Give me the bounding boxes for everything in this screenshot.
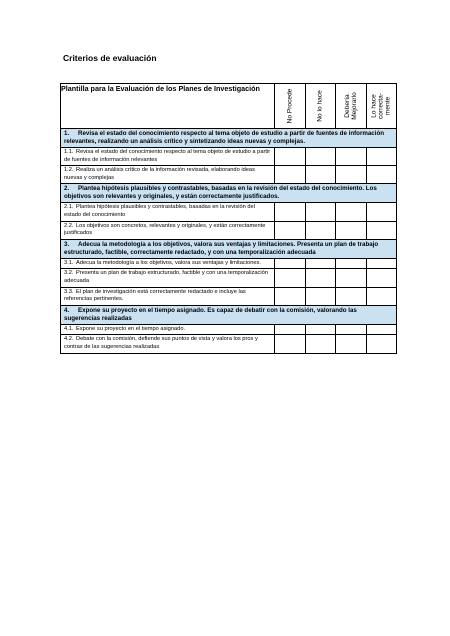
- criterion-text: Adecua la metodología a los objetivos, valora sus ventajas y limitaciones.: [76, 259, 261, 266]
- rating-cell[interactable]: [275, 269, 306, 287]
- criterion-cell: [61, 324, 275, 335]
- rating-cell[interactable]: [275, 335, 306, 353]
- section-row: [61, 239, 397, 258]
- table-row: [61, 335, 397, 353]
- section-cell: [61, 184, 397, 203]
- column-header-label: No Procede: [286, 88, 294, 124]
- criterion-text: Los objetivos son concretos, relevantes y originales, y están correctamente justificados: [64, 222, 266, 237]
- table-row: [61, 258, 397, 269]
- criterion-cell: [61, 221, 275, 239]
- rating-cell[interactable]: [336, 269, 367, 287]
- evaluation-table: [60, 83, 397, 354]
- column-header-no-lo-hace: [305, 84, 336, 129]
- criterion-text: Plantea hipótesis plausibles y contrastables, basadas en la revisión del estado del conocimiento: [64, 204, 255, 218]
- section-cell: [61, 239, 397, 258]
- table-row: [61, 287, 397, 305]
- section-number: 2.: [64, 185, 70, 193]
- criterion-cell: [61, 269, 275, 287]
- section-number: 4.: [64, 306, 70, 314]
- column-header-lo-hace-correctamente: [366, 84, 397, 129]
- criterion-text: Expone su proyecto en el tiempo asignado.: [76, 325, 186, 332]
- table-row: [61, 324, 397, 335]
- rating-cell[interactable]: [275, 287, 306, 305]
- rating-cell[interactable]: [275, 324, 306, 335]
- rating-cell[interactable]: [275, 203, 306, 221]
- section-number: 1.: [64, 130, 70, 137]
- section-text: Adecua la metodología a los objetivos, valora sus ventajas y limitaciones. Presenta un plan de trabajo estructurado, factible, correctamente redactado, y con una temporalización adecuada: [64, 240, 379, 256]
- rating-cell[interactable]: [305, 166, 336, 184]
- criterion-number: 4.2.: [64, 336, 74, 343]
- rating-cell[interactable]: [305, 221, 336, 239]
- rating-cell[interactable]: [366, 203, 397, 221]
- rating-cell[interactable]: [336, 287, 367, 305]
- criterion-number: 4.1.: [64, 325, 74, 332]
- criterion-number: 3.1.: [64, 259, 74, 266]
- rating-cell[interactable]: [305, 203, 336, 221]
- table-row: [61, 269, 397, 287]
- rating-cell[interactable]: [305, 287, 336, 305]
- column-header-label: No lo hace: [316, 90, 324, 122]
- rating-cell[interactable]: [366, 335, 397, 353]
- criterion-cell: [61, 166, 275, 184]
- rating-cell[interactable]: [336, 203, 367, 221]
- criterion-cell: [61, 148, 275, 166]
- rating-cell[interactable]: [366, 324, 397, 335]
- column-header-no-procede: [275, 84, 306, 129]
- rating-cell[interactable]: [336, 166, 367, 184]
- criterion-cell: [61, 203, 275, 221]
- rating-cell[interactable]: [336, 221, 367, 239]
- rating-cell[interactable]: [336, 258, 367, 269]
- section-row: [61, 305, 397, 324]
- page-title: Criterios de evaluación: [63, 53, 157, 63]
- rating-cell[interactable]: [275, 221, 306, 239]
- rating-cell[interactable]: [275, 166, 306, 184]
- criterion-text: Revisa el estado del conocimiento respecto al tema objeto de estudio a partir de fuentes de información relevantes: [64, 149, 271, 163]
- section-row: [61, 129, 397, 148]
- table-row: [61, 221, 397, 239]
- criterion-number: 3.3.: [64, 288, 74, 295]
- rating-cell[interactable]: [366, 287, 397, 305]
- criterion-number: 1.2.: [64, 167, 74, 174]
- table-row: [61, 203, 397, 221]
- rating-cell[interactable]: [305, 148, 336, 166]
- table-row: [61, 148, 397, 166]
- rating-cell[interactable]: [336, 148, 367, 166]
- section-cell: [61, 129, 397, 148]
- table-row: [61, 166, 397, 184]
- section-text: Expone su proyecto en el tiempo asignado. Es capaz de debatir con la comisión, valorando las sugerencias realizadas: [64, 306, 357, 322]
- rating-cell[interactable]: [305, 335, 336, 353]
- criterion-number: 3.2.: [64, 270, 74, 277]
- column-header-label: Lo hace correcta-mente: [370, 93, 392, 120]
- criterion-number: 1.1.: [64, 149, 74, 155]
- section-text: Revisa el estado del conocimiento respecto al tema objeto de estudio a partir de fuentes de información relevantes, realizando un análisis crítico y sintetizando ideas nuevas y complejas.: [64, 130, 385, 145]
- rating-cell[interactable]: [366, 148, 397, 166]
- rating-cell[interactable]: [336, 324, 367, 335]
- criterion-text: El plan de investigación está correctamente redactado e incluye las referencias pertinentes.: [64, 288, 246, 303]
- rating-cell[interactable]: [305, 258, 336, 269]
- criterion-text: Presenta un plan de trabajo estructurado, factible y con una temporalización adecuada: [64, 270, 268, 284]
- rating-cell[interactable]: [366, 258, 397, 269]
- rating-cell[interactable]: [336, 335, 367, 353]
- criterion-cell: [61, 335, 275, 353]
- rating-cell[interactable]: [366, 221, 397, 239]
- rating-cell[interactable]: [275, 148, 306, 166]
- column-header-label: Debería Mejorarlo: [343, 92, 358, 120]
- section-number: 3.: [64, 240, 70, 248]
- table-title: Plantilla para la Evaluación de los Planes de Investigación: [61, 84, 275, 129]
- rating-cell[interactable]: [366, 269, 397, 287]
- rating-cell[interactable]: [275, 258, 306, 269]
- section-row: [61, 184, 397, 203]
- criterion-text: Debate con la comisión, defiende sus puntos de vista y valora los pros y contras de las sugerencias realizadas: [64, 336, 258, 350]
- criterion-text: Realiza un análisis crítico de la información revisada, elaborando ideas nuevas y complejas: [64, 167, 255, 181]
- rating-cell[interactable]: [305, 269, 336, 287]
- criterion-number: 2.2.: [64, 222, 74, 229]
- criterion-cell: [61, 287, 275, 305]
- rating-cell[interactable]: [305, 324, 336, 335]
- rating-cell[interactable]: [366, 166, 397, 184]
- criterion-cell: [61, 258, 275, 269]
- section-text: Plantea hipótesis plausibles y contrastables, basadas en la revisión del estado del conocimiento. Los objetivos son relevantes y originales, y están correctamente justificados.: [64, 185, 377, 201]
- column-header-deberia-mejorarlo: [336, 84, 367, 129]
- table-header-row: [61, 84, 397, 129]
- criterion-number: 2.1.: [64, 204, 74, 211]
- section-cell: [61, 305, 397, 324]
